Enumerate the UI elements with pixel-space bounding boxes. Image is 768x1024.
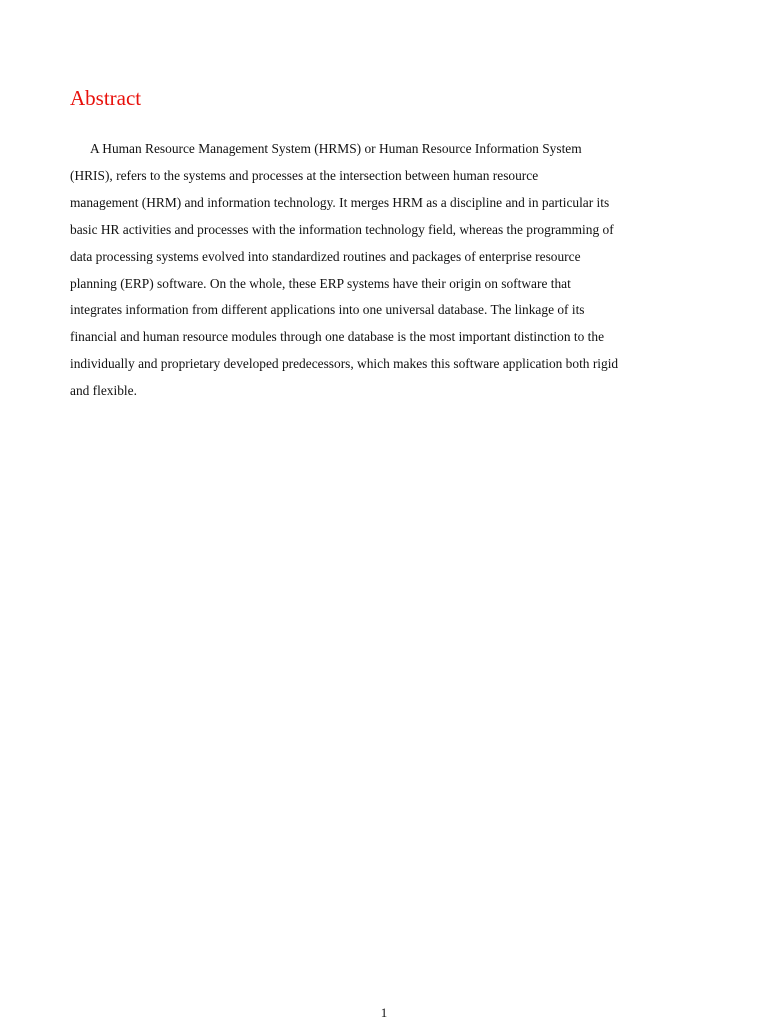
paragraph-line: planning (ERP) software. On the whole, these ERP systems have their origin on software that — [70, 275, 571, 291]
paragraph-line: A Human Resource Management System (HRMS) or Human Resource Information System — [90, 141, 582, 156]
paragraph-line: data processing systems evolved into standardized routines and packages of enterprise resource — [70, 248, 581, 264]
paragraph-line: and flexible. — [70, 383, 137, 399]
paragraph-line: financial and human resource modules through one database is the most important distinction to the — [70, 329, 605, 345]
paragraph-line: integrates information from different applications into one universal database. The linkage of its — [70, 302, 585, 318]
paragraph-line: management (HRM) and information technology. It merges HRM as a discipline and in particular its — [70, 194, 610, 210]
section-heading: Abstract — [70, 86, 142, 110]
paragraph-line: basic HR activities and processes with the information technology field, whereas the programming of — [70, 221, 614, 237]
page-number: 1 — [380, 1005, 388, 1020]
paragraph-line: individually and proprietary developed predecessors, which makes this software application both rigid — [70, 356, 619, 372]
paragraph-line: (HRIS), refers to the systems and processes at the intersection between human resource — [70, 167, 539, 183]
abstract-paragraph — [70, 136, 710, 405]
